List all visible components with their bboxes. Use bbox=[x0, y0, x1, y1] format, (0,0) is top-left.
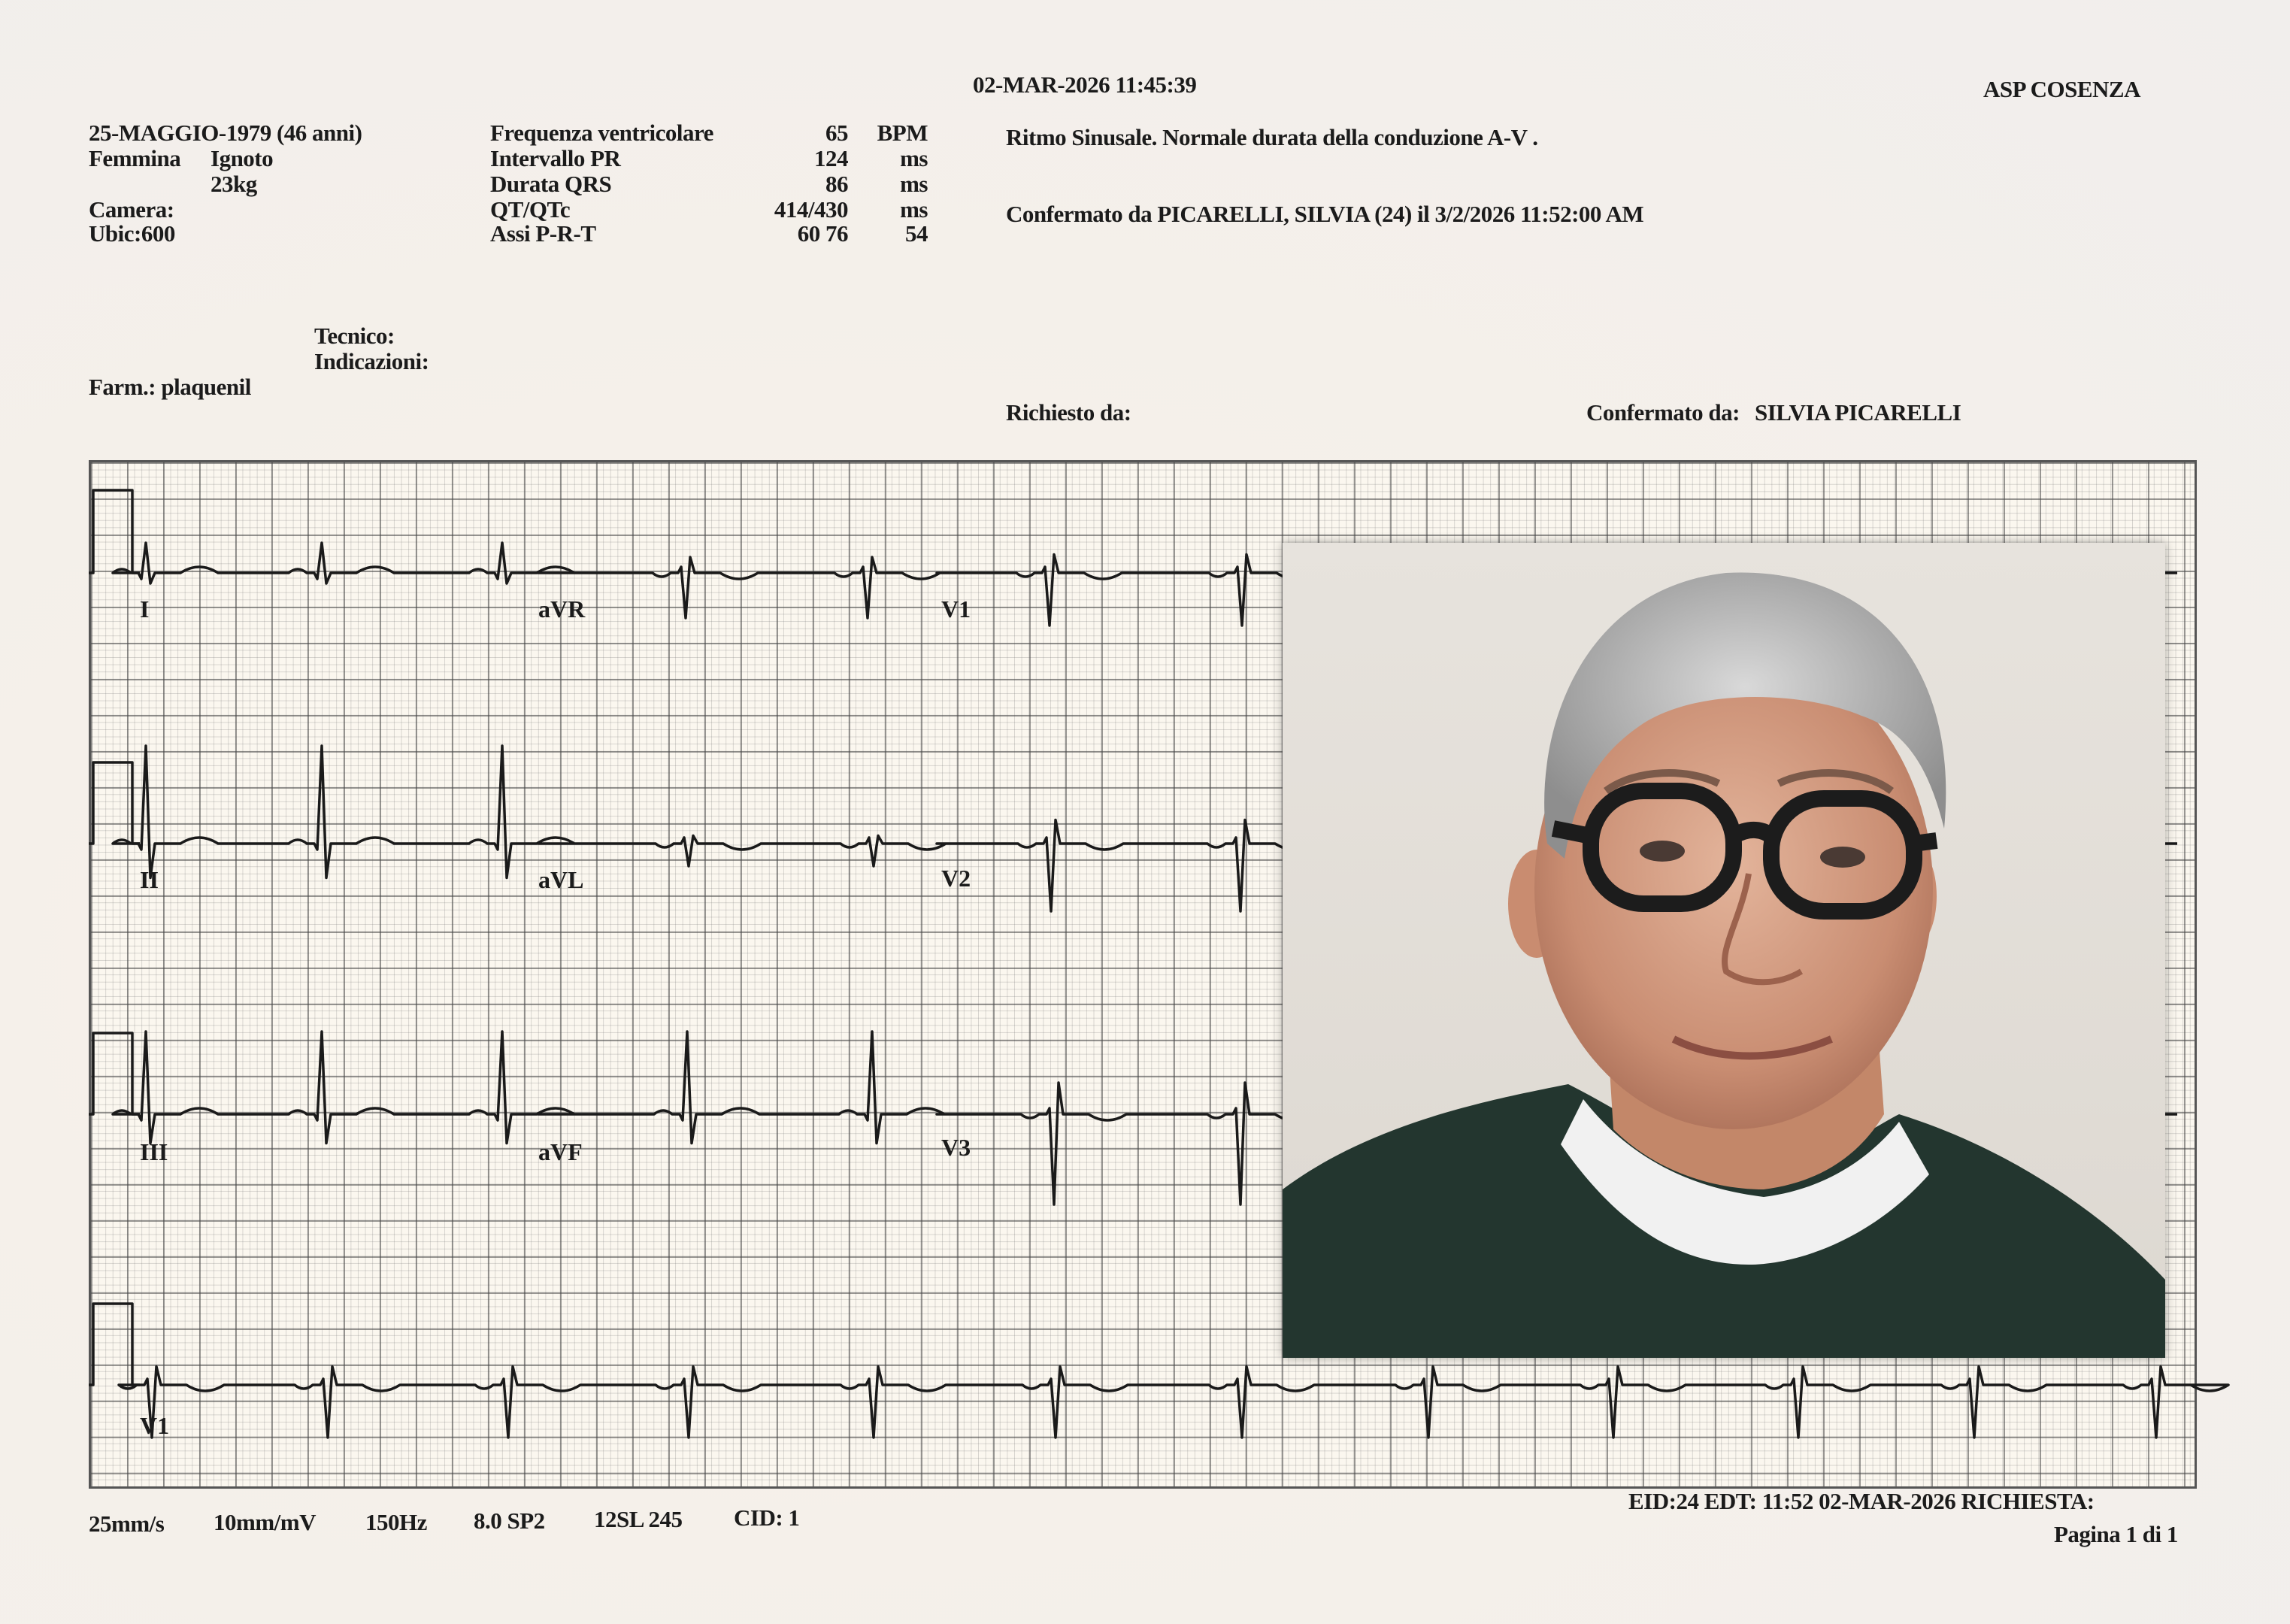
calibration-pulse bbox=[89, 1033, 140, 1114]
lead-label-avr: aVR bbox=[538, 595, 586, 623]
device-model: 12SL 245 bbox=[594, 1506, 683, 1532]
right-eye bbox=[1820, 847, 1865, 868]
portrait-photo bbox=[1283, 543, 2165, 1358]
patient-dob-age: 25-MAGGIO-1979 (46 anni) bbox=[89, 120, 362, 146]
patient-race: Ignoto bbox=[211, 145, 274, 171]
lead-label-i: I bbox=[140, 595, 150, 623]
lead-label-v2: V2 bbox=[941, 865, 971, 892]
lead-label-ii: II bbox=[140, 866, 159, 893]
gain-setting: 10mm/mV bbox=[214, 1509, 316, 1535]
calibration-pulse bbox=[89, 1304, 140, 1385]
lead-label-v3: V3 bbox=[941, 1134, 971, 1161]
report-datetime: 02-MAR-2026 11:45:39 bbox=[973, 71, 1197, 98]
lead-label-iii: III bbox=[140, 1138, 168, 1165]
eid-line: EID:24 EDT: 11:52 02-MAR-2026 RICHIESTA: bbox=[1628, 1488, 2095, 1514]
measure-value: 65 bbox=[825, 120, 848, 146]
confirmed-by-label: Confermato da: bbox=[1586, 399, 1740, 426]
indications-label: Indicazioni: bbox=[314, 348, 429, 374]
patient-room: Camera: bbox=[89, 196, 174, 223]
medication-label: Farm.: plaquenil bbox=[89, 374, 251, 400]
lead-label-v1: V1 bbox=[941, 595, 971, 623]
measure-label: QT/QTc bbox=[490, 196, 571, 223]
lead-label-avl: aVL bbox=[538, 866, 584, 893]
measure-value: 414/430 bbox=[774, 196, 848, 223]
interpretation-line: Ritmo Sinusale. Normale durata della conduzione A-V . bbox=[1006, 124, 1538, 150]
confirmation-line: Confermato da PICARELLI, SILVIA (24) il 3/2/2026 11:52:00 AM bbox=[1006, 201, 1644, 227]
measure-value: 124 bbox=[814, 145, 848, 171]
requested-by-label: Richiesto da: bbox=[1006, 399, 1131, 426]
measure-unit: ms bbox=[900, 171, 928, 197]
calibration-pulse bbox=[89, 490, 140, 573]
portrait-illustration bbox=[1283, 543, 2165, 1358]
measure-unit: 54 bbox=[905, 220, 928, 247]
paper-speed: 25mm/s bbox=[89, 1510, 165, 1537]
measure-label: Frequenza ventricolare bbox=[490, 120, 713, 146]
patient-weight: 23kg bbox=[211, 171, 257, 197]
technician-label: Tecnico: bbox=[314, 323, 395, 349]
confirmed-by-name: SILVIA PICARELLI bbox=[1755, 399, 1961, 426]
measure-unit: ms bbox=[900, 196, 928, 223]
cid-label: CID: 1 bbox=[734, 1504, 800, 1531]
trace-row-4 bbox=[119, 1367, 2228, 1438]
filter-setting: 150Hz bbox=[365, 1509, 427, 1535]
page-number: Pagina 1 di 1 bbox=[2054, 1521, 2178, 1547]
software-version: 8.0 SP2 bbox=[474, 1507, 545, 1534]
lead-label-rhythm-v1: V1 bbox=[140, 1412, 170, 1439]
patient-location: Ubic:600 bbox=[89, 220, 175, 247]
measure-label: Intervallo PR bbox=[490, 145, 621, 171]
measure-label: Assi P-R-T bbox=[490, 220, 596, 247]
calibration-pulse bbox=[89, 762, 140, 844]
measure-unit: ms bbox=[900, 145, 928, 171]
measure-value: 86 bbox=[825, 171, 848, 197]
left-eye bbox=[1640, 841, 1685, 862]
patient-sex: Femmina bbox=[89, 145, 181, 171]
lead-label-avf: aVF bbox=[538, 1138, 583, 1165]
measure-unit: BPM bbox=[877, 120, 928, 146]
institution-name: ASP COSENZA bbox=[1983, 76, 2140, 102]
measure-label: Durata QRS bbox=[490, 171, 612, 197]
measure-value: 60 76 bbox=[797, 220, 848, 247]
